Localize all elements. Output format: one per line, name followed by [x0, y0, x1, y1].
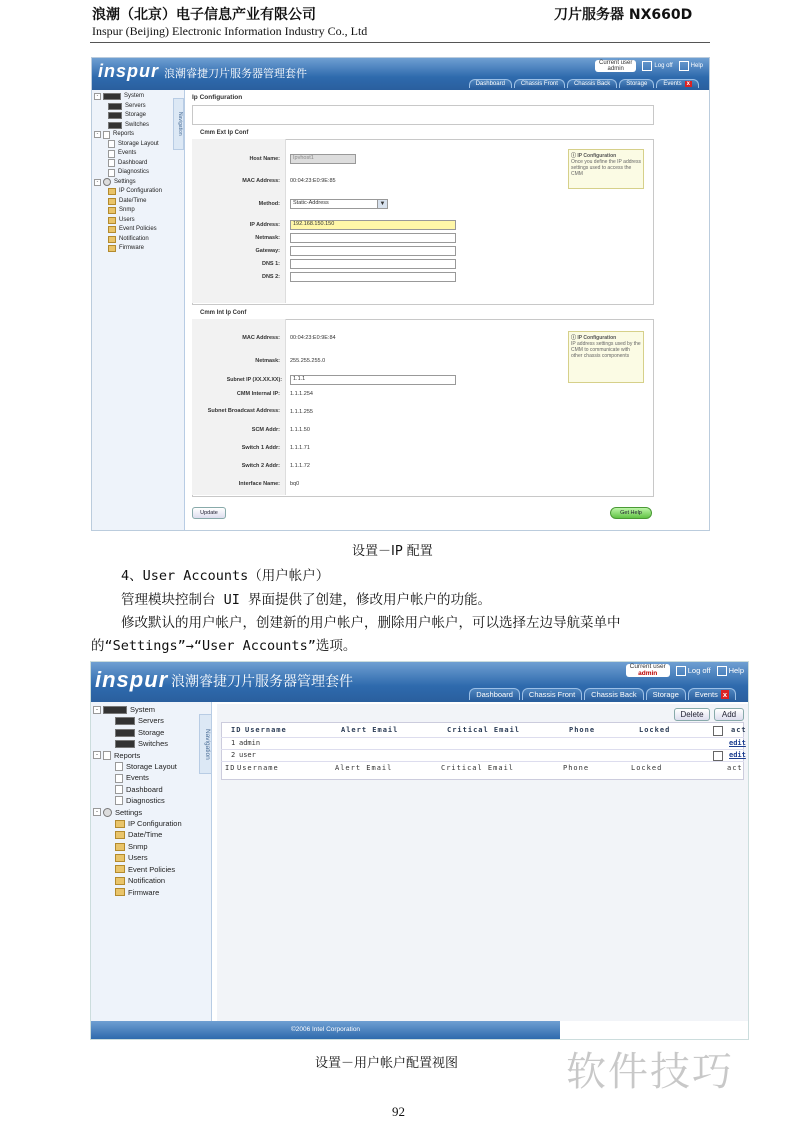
tree-label: Event Policies [128, 864, 176, 874]
navigation-collapse-tab[interactable]: Navigation [173, 98, 184, 150]
tab-storage[interactable]: Storage [646, 688, 686, 700]
tree-label: Date/Time [119, 197, 147, 204]
ip-address-label: IP Address: [249, 222, 280, 228]
row-2-edit-link[interactable]: edit [729, 751, 746, 759]
tree-label: Diagnostics [126, 796, 165, 806]
user-box [595, 60, 703, 72]
tree-label: Users [119, 216, 135, 223]
tree-switches[interactable] [93, 738, 182, 749]
tree-diagnostics[interactable] [94, 168, 162, 178]
int-netmask-label: Netmask: [255, 358, 280, 364]
folder-icon [115, 877, 125, 885]
method-select[interactable] [290, 199, 388, 209]
help-box-title [571, 334, 641, 341]
folder-icon [108, 236, 116, 243]
host-name-input[interactable]: Ipvhost1 [290, 154, 356, 164]
tree-label: Snmp [119, 207, 135, 213]
help-icon [717, 666, 727, 676]
tree-label: Storage Layout [118, 140, 159, 147]
tree-snmp[interactable] [93, 841, 182, 852]
netmask-label: Netmask: [255, 235, 280, 241]
tree-settings[interactable] [94, 178, 162, 188]
tree-date-time[interactable] [93, 829, 182, 840]
help-box-int [568, 331, 644, 383]
subnet-ip-input[interactable]: 1.1.1 [290, 375, 456, 385]
current-user-box [626, 664, 670, 677]
tab-chassis-back[interactable]: Chassis Back [584, 688, 643, 700]
nav-pane [92, 90, 185, 530]
tree-label: Dashboard [126, 784, 163, 794]
row-divider [221, 737, 744, 738]
ext-section-title: Cmm Ext Ip Conf [200, 130, 249, 136]
tree-label: Event Policies [119, 226, 157, 232]
logoff-label: Log off [687, 666, 711, 675]
collapse-icon[interactable]: - [93, 808, 101, 816]
col-act: act [731, 726, 747, 734]
logoff-icon [676, 666, 686, 676]
tree-label: System [130, 705, 156, 714]
folder-icon [108, 217, 116, 224]
tree-label: Date/Time [128, 830, 163, 840]
current-user-name: admin [607, 66, 624, 72]
update-button[interactable]: Update [192, 507, 226, 519]
page-icon [108, 140, 115, 148]
current-user-label: Current user [629, 663, 666, 670]
help-icon [679, 61, 689, 71]
gateway-label: Gateway: [255, 248, 280, 254]
help-button[interactable] [717, 666, 744, 676]
paragraph-line-1: 管理模块控制台 UI 界面提供了创建，修改用户帐户的功能。 [121, 592, 492, 608]
method-label: Method: [258, 201, 280, 207]
logoff-icon [642, 61, 652, 71]
page-icon [115, 774, 123, 783]
tree-storage[interactable] [93, 727, 182, 738]
col-username: Username [245, 726, 287, 734]
header-company-en: Inspur (Beijing) Electronic Information Industry Co., Ltd [92, 24, 368, 38]
chevron-down-icon: ▼ [377, 200, 387, 208]
chassis-icon [103, 93, 121, 100]
tab-dashboard[interactable]: Dashboard [469, 79, 512, 88]
tree-label: Servers [138, 716, 164, 726]
nav-pane [91, 702, 212, 1021]
storage-icon [108, 112, 122, 119]
ip-config-content [190, 91, 705, 528]
server-icon [108, 103, 122, 110]
dns2-input[interactable] [290, 272, 456, 282]
footer-col-phone: Phone [563, 764, 590, 772]
delete-button[interactable]: Delete [674, 708, 710, 721]
section-heading: 4、User Accounts（用户帐户） [121, 568, 330, 584]
row-2-id: 2 [231, 751, 236, 759]
tree-dashboard[interactable] [93, 784, 182, 795]
tree-notification[interactable] [94, 235, 162, 245]
dns1-label: DNS 1: [261, 261, 280, 267]
app-subtitle: 浪潮睿捷刀片服务器管理套件 [164, 67, 307, 80]
tree-label: Events [126, 773, 149, 783]
tree-reports[interactable] [94, 130, 162, 140]
ip-address-input[interactable]: 192.168.150.150 [290, 220, 456, 230]
folder-icon [108, 207, 116, 214]
help-box-text: IP address settings used by the CMM to communicate with other chassis components [571, 341, 641, 359]
get-help-button[interactable]: Get Help [610, 507, 652, 519]
help-label: Help [728, 666, 744, 675]
tree-label: Diagnostics [118, 169, 150, 175]
header-rule [90, 42, 710, 43]
folder-icon [115, 831, 125, 839]
current-user-label: Current user [599, 60, 633, 66]
tree-label: Storage [125, 112, 147, 118]
gear-icon [103, 808, 112, 817]
user-accounts-screenshot [90, 661, 749, 1040]
ip-config-title: Ip Configuration [192, 94, 243, 101]
report-icon [103, 131, 110, 139]
host-name-label: Host Name: [249, 156, 280, 162]
folder-icon [115, 865, 125, 873]
footer-col-locked: Locked [631, 764, 663, 772]
tab-events[interactable]: Events x [656, 79, 699, 88]
paragraph-line-2: 修改默认的用户帐户，创建新的用户帐户，删除用户帐户，可以选择左边导航菜单中 [121, 615, 621, 631]
col-id: ID [231, 726, 242, 734]
tree-events[interactable] [93, 772, 182, 783]
scm-addr-value: 1.1.1.50 [290, 427, 310, 433]
app-banner [91, 662, 748, 702]
folder-icon [108, 245, 116, 252]
cmm-internal-ip-label: CMM Internal IP: [236, 391, 280, 397]
caption-user-accounts: 设置－用户帐户配置视图 [315, 1056, 459, 1071]
int-mac-label: MAC Address: [242, 335, 280, 341]
tab-storage[interactable]: Storage [619, 79, 654, 88]
tab-chassis-front[interactable]: Chassis Front [522, 688, 582, 700]
tree-label: Notification [119, 235, 149, 242]
subnet-broadcast-value: 1.1.1.255 [290, 409, 313, 415]
col-critical-email: Critical Email [447, 726, 521, 734]
collapse-icon[interactable]: - [93, 706, 101, 714]
server-icon [115, 717, 135, 725]
gear-icon [103, 178, 111, 186]
tree-label: Settings [114, 178, 136, 185]
tree-dashboard[interactable] [94, 159, 162, 169]
page-icon [108, 150, 115, 158]
navigation-collapse-tab[interactable]: Navigation [199, 714, 212, 774]
scm-addr-label: SCM Addr: [251, 427, 280, 433]
users-content [217, 704, 748, 1021]
main-tabs [469, 79, 699, 88]
tree-date-time[interactable] [94, 197, 162, 207]
tree-system[interactable] [94, 92, 162, 102]
tree-label: Switches [138, 739, 169, 749]
copyright-bar: ©2006 Intel Corporation [91, 1021, 560, 1039]
int-mac-value: 00:04:23:E0:9E:84 [290, 335, 336, 341]
footer-col-act: act [727, 764, 743, 772]
current-user-name: admin [638, 669, 658, 677]
main-tabs [469, 688, 736, 700]
cmm-internal-ip-value: 1.1.1.254 [290, 391, 313, 397]
select-all-checkbox[interactable] [713, 726, 723, 736]
tree-label: Firmware [128, 887, 160, 897]
tree-users[interactable] [94, 216, 162, 226]
app-subtitle: 浪潮睿捷刀片服务器管理套件 [171, 674, 353, 690]
mac-value: 00:04:23:E0:9E:85 [290, 178, 336, 184]
row-2-checkbox[interactable] [713, 751, 723, 761]
tree-events[interactable] [94, 149, 162, 159]
tree-notification[interactable] [93, 875, 182, 886]
folder-icon [115, 820, 125, 828]
tree-label: Settings [115, 807, 143, 817]
tree-firmware[interactable] [94, 244, 162, 254]
current-user-box [595, 60, 636, 72]
switch2-addr-label: Switch 2 Addr: [241, 463, 280, 469]
collapse-icon[interactable]: - [94, 179, 101, 186]
inspur-logo: inspur [98, 61, 160, 81]
ip-config-screenshot [91, 57, 710, 531]
app-banner [92, 58, 709, 90]
logoff-button[interactable] [676, 666, 711, 676]
watermark: 软件技巧 [566, 1049, 734, 1095]
footer-col-critical-email: Critical Email [441, 764, 515, 772]
subnet-ip-label: Subnet IP (XX.XX.XX): [226, 377, 282, 383]
header-product: 刀片服务器 NX660D [554, 7, 693, 23]
tree-storage-layout[interactable] [94, 140, 162, 150]
row-divider [221, 749, 744, 750]
dns2-label: DNS 2: [261, 274, 280, 280]
tree-diagnostics[interactable] [93, 795, 182, 806]
chassis-icon [103, 706, 127, 714]
tree-servers[interactable] [94, 102, 162, 112]
switch-icon [115, 740, 135, 748]
tree-ip-configuration[interactable] [94, 187, 162, 197]
footer-col-alert-email: Alert Email [335, 764, 393, 772]
tree-reports[interactable] [93, 750, 182, 761]
switch1-addr-value: 1.1.1.71 [290, 445, 310, 451]
tree-label: Storage Layout [126, 762, 177, 772]
col-phone: Phone [569, 726, 596, 734]
tree-storage-layout[interactable] [93, 761, 182, 772]
tree-storage[interactable] [94, 111, 162, 121]
folder-icon [115, 888, 125, 896]
page-icon [115, 796, 123, 805]
netmask-input[interactable] [290, 233, 456, 243]
nav-tree [94, 92, 162, 254]
tree-label: Dashboard [118, 159, 148, 166]
tree-label: Storage [138, 727, 165, 737]
footer-col-id: ID [225, 764, 236, 772]
tree-label: Switches [125, 121, 150, 128]
page-number: 92 [392, 1104, 405, 1119]
page-icon [115, 762, 123, 771]
method-select-value: Static-Address [293, 200, 329, 206]
tree-settings[interactable] [93, 807, 182, 818]
col-alert-email: Alert Email [341, 726, 399, 734]
tree-system[interactable] [93, 704, 182, 715]
interface-name-value: bq0 [290, 481, 300, 487]
tree-servers[interactable] [93, 715, 182, 726]
tree-label: Reports [113, 131, 135, 137]
tab-events[interactable]: Events x [688, 688, 736, 700]
tree-label: Snmp [128, 841, 148, 851]
collapse-icon[interactable]: - [93, 751, 101, 759]
page-icon [115, 785, 123, 794]
row-1-username: admin [239, 739, 261, 747]
interface-name-label: Interface Name: [238, 481, 280, 487]
tree-label: IP Configuration [128, 819, 182, 829]
folder-icon [108, 198, 116, 205]
row-1-edit-link[interactable]: edit [729, 739, 746, 747]
row-2-username: user [239, 751, 256, 759]
gateway-input[interactable] [290, 246, 456, 256]
dns1-input[interactable] [290, 259, 456, 269]
switch1-addr-label: Switch 1 Addr: [241, 445, 280, 451]
footer-col-username: Username [237, 764, 279, 772]
row-1-id: 1 [231, 739, 236, 747]
tree-snmp[interactable] [94, 206, 162, 216]
folder-icon [115, 843, 125, 851]
logoff-button[interactable] [642, 61, 672, 71]
page-icon [108, 169, 115, 177]
tree-label: Users [128, 853, 148, 863]
mac-label: MAC Address: [242, 178, 280, 184]
tab-chassis-front[interactable]: Chassis Front [514, 79, 565, 88]
help-box-title-text: IP Configuration [577, 335, 617, 341]
nav-tree [93, 704, 182, 898]
tab-chassis-back[interactable]: Chassis Back [567, 79, 617, 88]
switch-icon [108, 122, 122, 129]
row-divider [221, 761, 744, 762]
collapse-icon[interactable]: - [94, 93, 101, 100]
tab-dashboard[interactable]: Dashboard [469, 688, 520, 700]
help-box-text: Once you define the IP address settings used to access the CMM [571, 159, 641, 177]
tree-label: Servers [125, 102, 146, 109]
tree-label: System [124, 93, 145, 99]
tree-label: Events [118, 150, 137, 156]
col-locked: Locked [639, 726, 671, 734]
switch2-addr-value: 1.1.1.72 [290, 463, 310, 469]
tree-event-policies[interactable] [94, 225, 162, 235]
tree-ip-configuration[interactable] [93, 818, 182, 829]
folder-icon [108, 226, 116, 233]
top-empty-panel [192, 105, 654, 125]
folder-icon [108, 188, 116, 195]
users-table-content [221, 722, 747, 778]
collapse-icon[interactable]: - [94, 131, 101, 138]
tree-switches[interactable] [94, 121, 162, 131]
tree-label: IP Configuration [119, 188, 162, 194]
help-box-title [571, 152, 641, 159]
page-icon [108, 159, 115, 167]
tree-event-policies[interactable] [93, 864, 182, 875]
info-icon: ⓘ [571, 153, 578, 159]
inspur-logo: inspur [95, 667, 169, 692]
subnet-broadcast-label: Subnet Broadcast Address: [207, 408, 280, 414]
help-box-title-text: IP Configuration [577, 153, 617, 159]
help-box-ext [568, 149, 644, 189]
user-box [626, 664, 744, 677]
add-button[interactable]: Add [714, 708, 744, 721]
int-section-title: Cmm Int Ip Conf [200, 310, 247, 316]
storage-icon [115, 729, 135, 737]
tree-firmware[interactable] [93, 887, 182, 898]
header-company-cn: 浪潮（北京）电子信息产业有限公司 [92, 7, 316, 23]
int-netmask-value: 255.255.255.0 [290, 358, 326, 364]
tree-label: Reports [114, 750, 141, 760]
tree-users[interactable] [93, 852, 182, 863]
tree-label: Firmware [119, 245, 144, 251]
info-icon: ⓘ [571, 335, 578, 341]
paragraph-line-3: 的“Settings”→“User Accounts”选项。 [91, 638, 357, 654]
folder-icon [115, 854, 125, 862]
help-button[interactable] [679, 61, 703, 71]
caption-ip-config: 设置－IP 配置 [352, 544, 433, 559]
logoff-label: Log off [654, 63, 673, 69]
help-label: Help [690, 63, 703, 69]
tree-label: Notification [128, 876, 166, 886]
report-icon [103, 751, 111, 760]
